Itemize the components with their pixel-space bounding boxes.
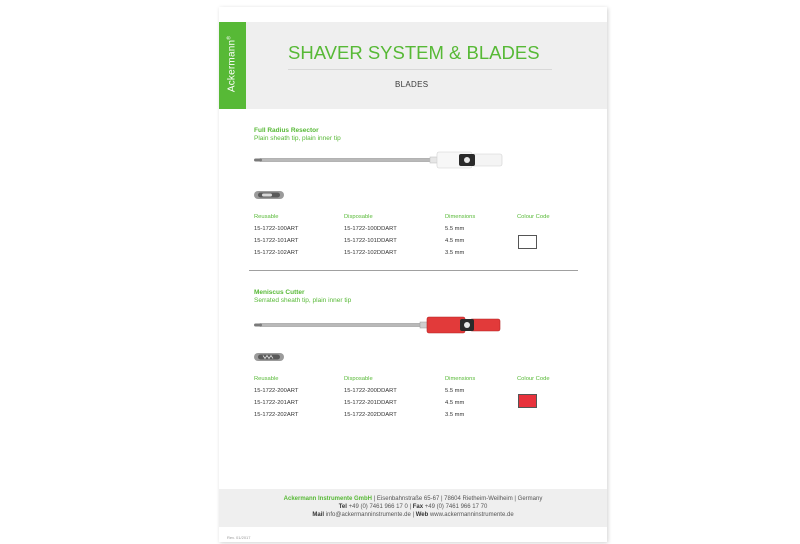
blade-tip-detail-image bbox=[254, 351, 288, 363]
disposable-part-number: 15-1722-100DDART bbox=[344, 226, 397, 232]
column-header-dimensions: Dimensions bbox=[445, 214, 476, 220]
catalog-page bbox=[219, 7, 607, 542]
disposable-part-number: 15-1722-201DDART bbox=[344, 400, 397, 406]
column-header-disposable: Disposable bbox=[344, 214, 373, 220]
page-header bbox=[219, 22, 607, 109]
footer-mail-label: Mail bbox=[312, 512, 325, 518]
column-header-dimensions: Dimensions bbox=[445, 376, 476, 382]
reusable-part-number: 15-1722-200ART bbox=[254, 388, 299, 394]
footer-company-line bbox=[219, 496, 607, 502]
dimension-value: 4.5 mm bbox=[445, 400, 465, 406]
column-header-colour-code: Colour Code bbox=[517, 376, 550, 382]
footer-tel-label: Tel bbox=[338, 504, 347, 510]
footer-web-label: Web bbox=[415, 512, 429, 518]
shaver-blade-red-image bbox=[252, 314, 512, 336]
footer-address: | Eisenbahnstraße 65-67 | 78604 Rietheim-Weilheim | Germany bbox=[372, 496, 543, 502]
page-title: SHAVER SYSTEM & BLADES bbox=[288, 42, 540, 63]
dimension-value: 5.5 mm bbox=[445, 388, 465, 394]
column-header-reusable: Reusable bbox=[254, 214, 279, 220]
disposable-part-number: 15-1722-200DDART bbox=[344, 388, 397, 394]
product-name: Full Radius Resector bbox=[254, 127, 319, 134]
blade-tip-detail-image bbox=[254, 189, 288, 201]
column-header-reusable: Reusable bbox=[254, 376, 279, 382]
brand-logo bbox=[226, 36, 237, 92]
footer-web: www.ackermanninstrumente.de bbox=[428, 512, 514, 518]
footer-company-name: Ackermann Instrumente GmbH bbox=[283, 496, 373, 502]
title-divider bbox=[288, 69, 552, 70]
brand-registered-mark: ® bbox=[226, 35, 233, 40]
footer-tel: +49 (0) 7461 966 17 0 | bbox=[346, 504, 413, 510]
shaver-blade-white-image bbox=[252, 149, 512, 171]
product-description: Plain sheath tip, plain inner tip bbox=[254, 135, 341, 142]
reusable-part-number: 15-1722-102ART bbox=[254, 250, 299, 256]
footer-phone-line bbox=[219, 504, 607, 510]
disposable-part-number: 15-1722-102DDART bbox=[344, 250, 397, 256]
column-header-colour-code: Colour Code bbox=[517, 214, 550, 220]
page-subtitle: BLADES bbox=[395, 80, 429, 89]
footer-fax: +49 (0) 7461 966 17 70 bbox=[423, 504, 488, 510]
product-name: Meniscus Cutter bbox=[254, 289, 305, 296]
product-description: Serrated sheath tip, plain inner tip bbox=[254, 297, 352, 304]
footer-contact-line bbox=[219, 512, 607, 518]
dimension-value: 3.5 mm bbox=[445, 412, 465, 418]
reusable-part-number: 15-1722-101ART bbox=[254, 238, 299, 244]
colour-code-swatch-red bbox=[518, 394, 537, 408]
reusable-part-number: 15-1722-201ART bbox=[254, 400, 299, 406]
dimension-value: 5.5 mm bbox=[445, 226, 465, 232]
footer-mail: info@ackermanninstrumente.de | bbox=[324, 512, 416, 518]
reusable-part-number: 15-1722-100ART bbox=[254, 226, 299, 232]
page-footer bbox=[219, 489, 607, 527]
colour-code-swatch-white bbox=[518, 235, 537, 249]
brand-tab bbox=[219, 22, 246, 109]
reusable-part-number: 15-1722-202ART bbox=[254, 412, 299, 418]
section-divider bbox=[249, 270, 578, 271]
disposable-part-number: 15-1722-202DDART bbox=[344, 412, 397, 418]
edition-note: Rev. 01/2017 bbox=[227, 535, 251, 540]
brand-name: Ackermann bbox=[226, 39, 238, 93]
dimension-value: 3.5 mm bbox=[445, 250, 465, 256]
footer-fax-label: Fax bbox=[412, 504, 424, 510]
column-header-disposable: Disposable bbox=[344, 376, 373, 382]
dimension-value: 4.5 mm bbox=[445, 238, 465, 244]
disposable-part-number: 15-1722-101DDART bbox=[344, 238, 397, 244]
